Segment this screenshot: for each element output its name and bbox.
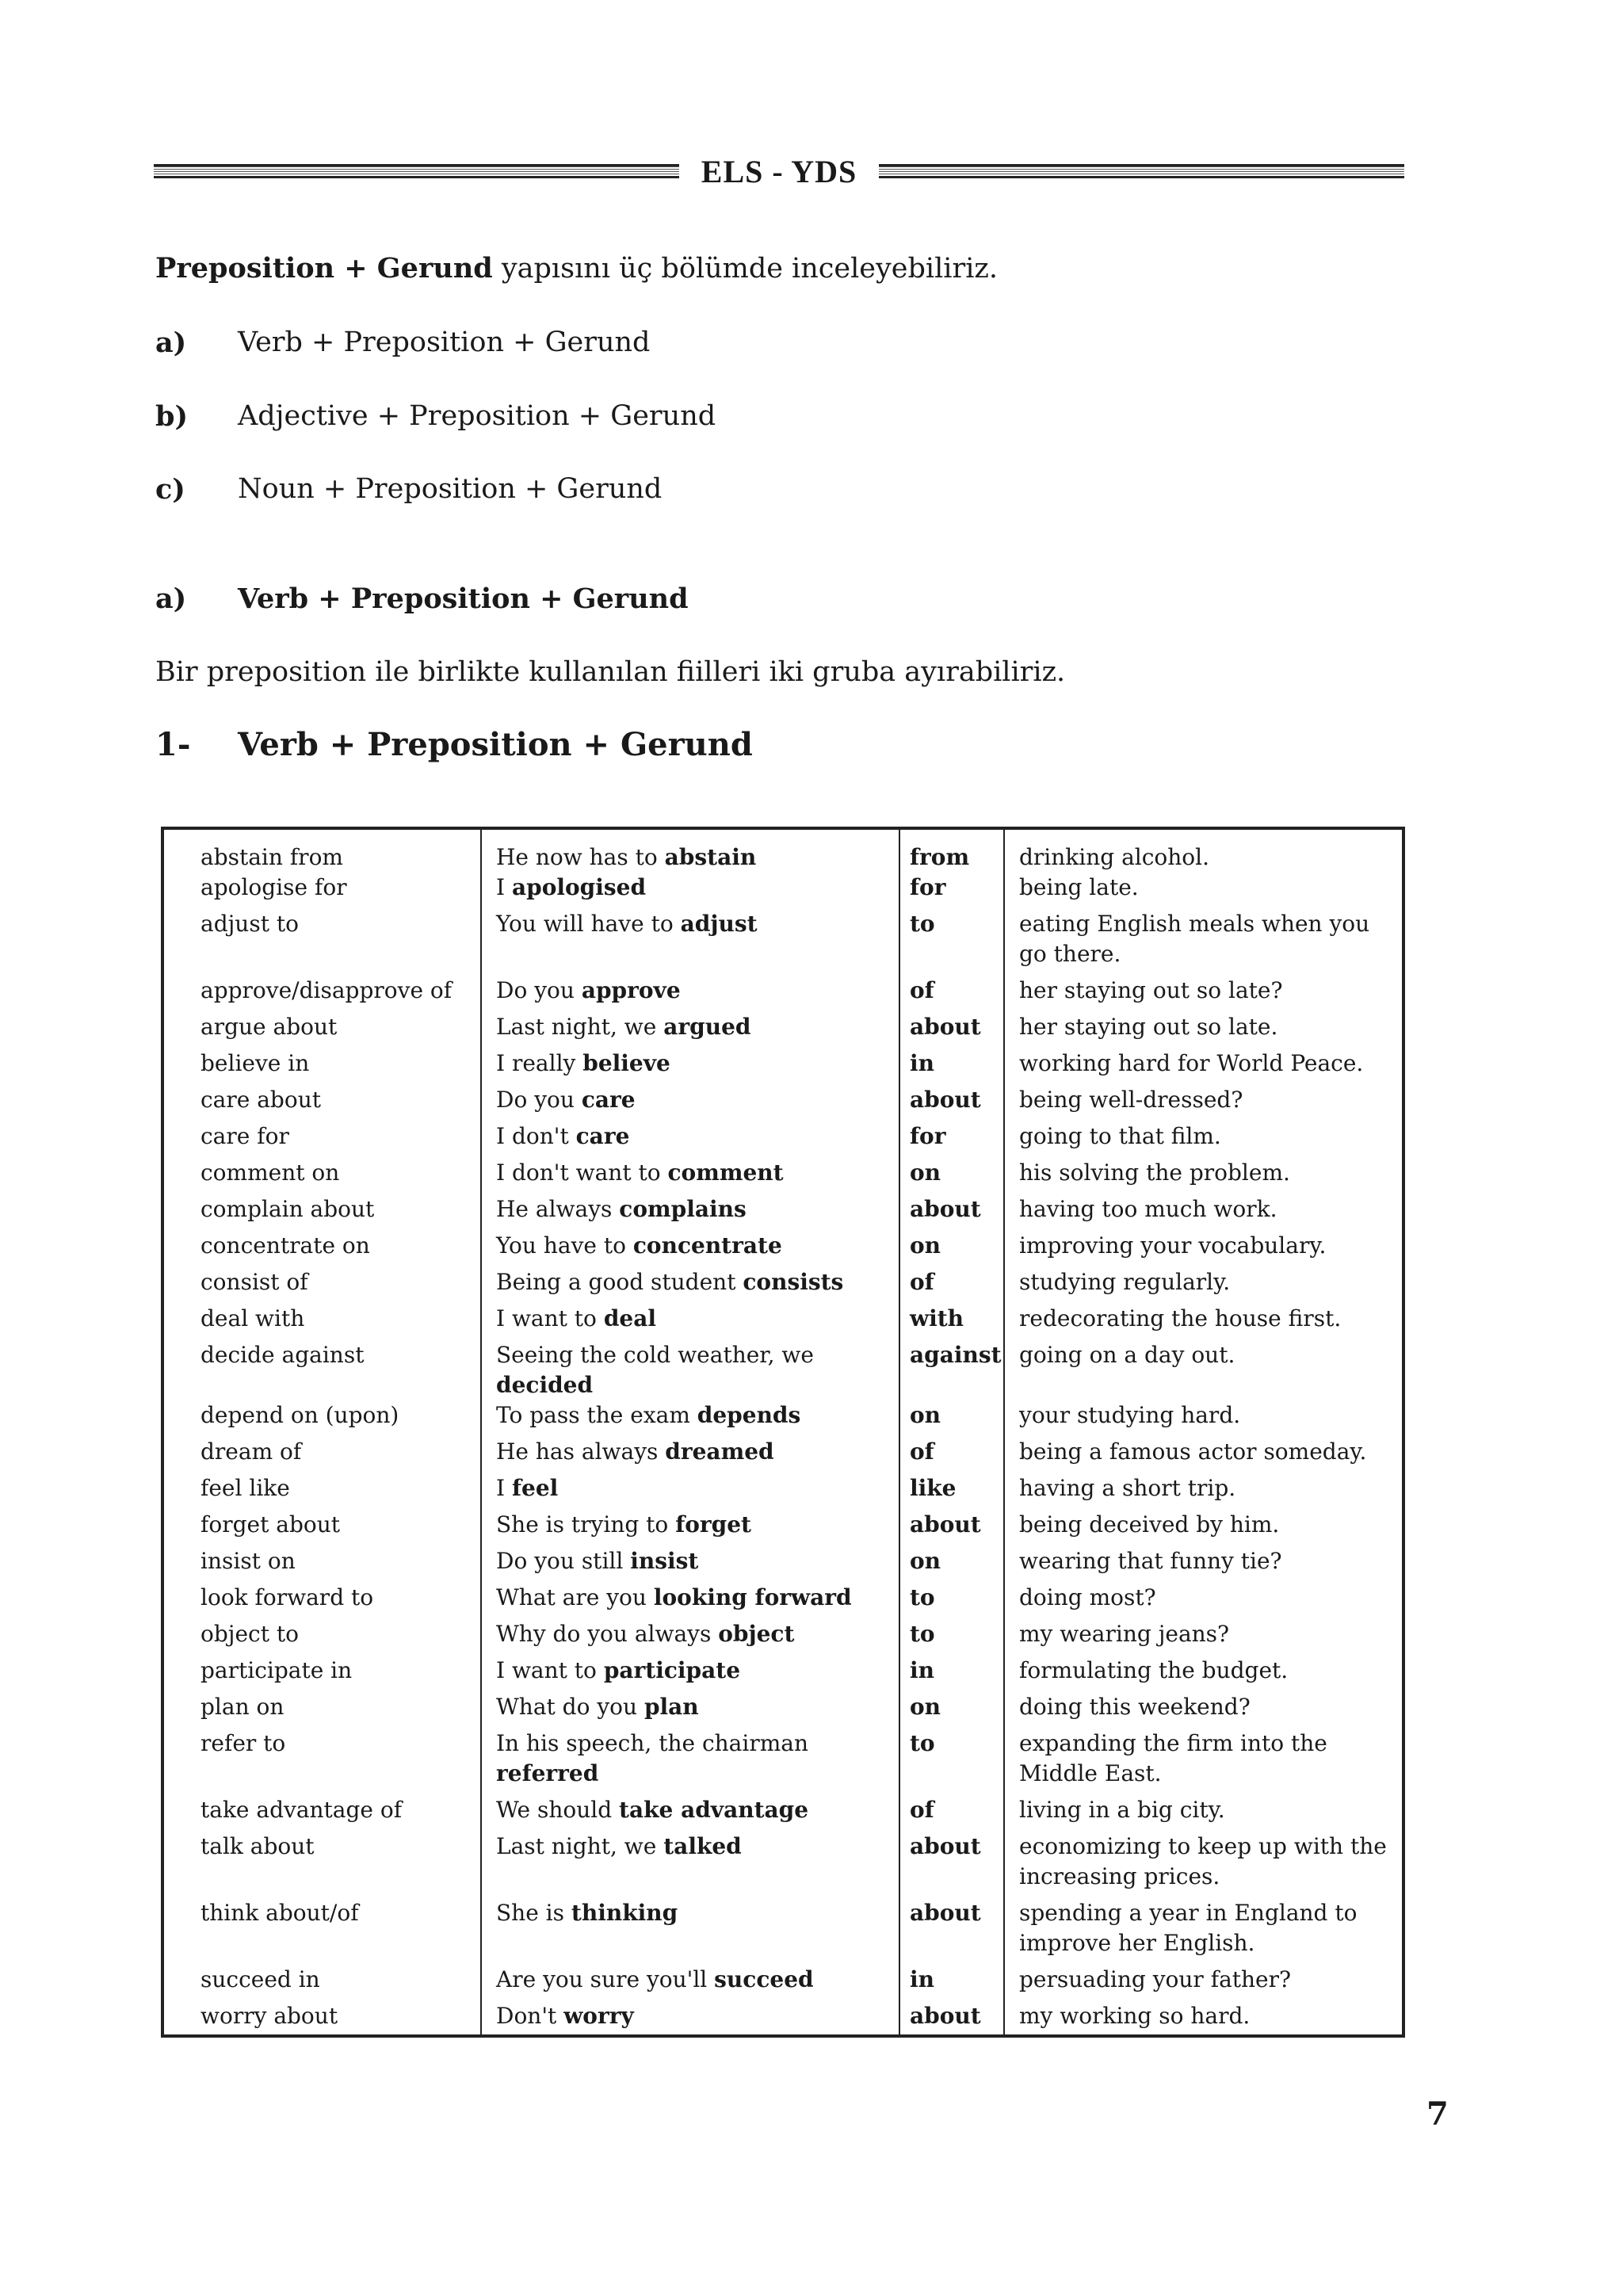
completion-cell: being well-dressed? — [1004, 1085, 1402, 1121]
example-pre: She is — [496, 1900, 571, 1926]
example-cell — [481, 1437, 899, 1473]
preposition-cell: about — [899, 1898, 1004, 1965]
example-verb: care — [581, 1087, 636, 1113]
example-verb: complains — [619, 1196, 747, 1222]
example-pre: I want to — [496, 1305, 604, 1331]
list-item — [155, 400, 716, 433]
completion-cell: eating English meals when you go there. — [1004, 909, 1402, 976]
example-verb: succeed — [714, 1966, 814, 1992]
completion-cell: going to that film. — [1004, 1121, 1402, 1158]
table-row — [164, 1729, 1402, 1795]
completion-cell: his solving the problem. — [1004, 1158, 1402, 1194]
table-row — [164, 1965, 1402, 2001]
completion-cell: wearing that funny tie? — [1004, 1546, 1402, 1583]
table-row — [164, 1194, 1402, 1231]
completion-cell: having a short trip. — [1004, 1473, 1402, 1510]
table-row — [164, 2001, 1402, 2038]
list-item — [155, 473, 662, 506]
verb-cell: forget about — [200, 1511, 341, 1538]
completion-cell: persuading your father? — [1004, 1965, 1402, 2001]
completion-cell: economizing to keep up with the increasing prices. — [1004, 1832, 1402, 1898]
table-row — [164, 1898, 1402, 1965]
example-pre: Don't — [496, 2003, 564, 2029]
completion-cell: redecorating the house first. — [1004, 1304, 1402, 1340]
example-pre: You will have to — [496, 911, 681, 937]
example-pre: Do you — [496, 1087, 582, 1113]
example-pre: He now has to — [496, 844, 665, 870]
verb-cell: decide against — [200, 1342, 365, 1368]
completion-cell: spending a year in England to improve her English. — [1004, 1898, 1402, 1965]
table-row — [164, 1231, 1402, 1267]
intro-bold: Preposition + Gerund — [155, 252, 493, 285]
table — [164, 830, 1402, 2038]
example-pre: Being a good student — [496, 1269, 743, 1295]
subsection-heading — [155, 583, 689, 615]
example-verb: concentrate — [632, 1232, 782, 1259]
verb-cell: think about/of — [200, 1900, 359, 1926]
table-row — [164, 909, 1402, 976]
example-cell — [481, 1231, 899, 1267]
example-verb: referred — [496, 1760, 599, 1786]
preposition-cell: in — [899, 1049, 1004, 1085]
preposition-cell: about — [899, 1194, 1004, 1231]
preposition-cell: in — [899, 1656, 1004, 1692]
section-title: Verb + Preposition + Gerund — [238, 726, 753, 763]
completion-cell: being late. — [1004, 873, 1402, 909]
example-cell — [481, 1340, 899, 1400]
table-row — [164, 1692, 1402, 1729]
verb-cell: abstain from — [200, 844, 343, 870]
list-text: Verb + Preposition + Gerund — [238, 327, 651, 358]
example-verb: depends — [697, 1402, 801, 1428]
completion-cell: being a famous actor someday. — [1004, 1437, 1402, 1473]
subsection-title: Verb + Preposition + Gerund — [238, 583, 689, 615]
preposition-cell: from — [899, 830, 1004, 873]
preposition-cell: on — [899, 1546, 1004, 1583]
completion-cell: being deceived by him. — [1004, 1510, 1402, 1546]
verb-cell: comment on — [200, 1159, 340, 1186]
example-cell — [481, 1510, 899, 1546]
verb-cell: apologise for — [200, 874, 347, 900]
completion-cell: her staying out so late? — [1004, 976, 1402, 1012]
example-cell — [481, 1304, 899, 1340]
preposition-cell: of — [899, 976, 1004, 1012]
table-row — [164, 1158, 1402, 1194]
example-verb: believe — [582, 1050, 670, 1076]
preposition-cell: to — [899, 1729, 1004, 1795]
page-number: 7 — [1426, 2095, 1449, 2133]
list-item — [155, 327, 650, 359]
completion-cell: working hard for World Peace. — [1004, 1049, 1402, 1085]
verb-cell: believe in — [200, 1050, 310, 1076]
completion-cell: doing most? — [1004, 1583, 1402, 1619]
completion-cell: living in a big city. — [1004, 1795, 1402, 1832]
preposition-cell: to — [899, 909, 1004, 976]
table-row — [164, 1795, 1402, 1832]
example-verb: dreamed — [665, 1438, 774, 1465]
preposition-cell: about — [899, 2001, 1004, 2038]
table-row — [164, 1832, 1402, 1898]
example-pre: I really — [496, 1050, 583, 1076]
preposition-cell: on — [899, 1158, 1004, 1194]
example-pre: She is trying to — [496, 1511, 676, 1538]
verb-cell: argue about — [200, 1014, 338, 1040]
table-row — [164, 830, 1402, 873]
verb-cell: complain about — [200, 1196, 375, 1222]
example-verb: approve — [581, 977, 681, 1003]
example-verb: apologised — [511, 874, 647, 900]
preposition-cell: of — [899, 1795, 1004, 1832]
verb-cell: adjust to — [200, 911, 299, 937]
example-verb: talked — [663, 1833, 742, 1859]
intro-paragraph — [155, 252, 998, 285]
example-pre: What are you — [496, 1584, 654, 1610]
example-cell — [481, 1546, 899, 1583]
verb-cell: insist on — [200, 1548, 296, 1574]
completion-cell: having too much work. — [1004, 1194, 1402, 1231]
completion-cell: her staying out so late. — [1004, 1012, 1402, 1049]
example-verb: argued — [663, 1014, 751, 1040]
example-pre: Last night, we — [496, 1833, 664, 1859]
verb-cell: participate in — [200, 1657, 353, 1683]
verb-cell: concentrate on — [200, 1232, 370, 1259]
example-verb: abstain — [664, 844, 757, 870]
example-verb: forget — [675, 1511, 751, 1538]
example-cell — [481, 909, 899, 976]
example-cell — [481, 1795, 899, 1832]
verb-cell: look forward to — [200, 1584, 374, 1610]
completion-cell: your studying hard. — [1004, 1400, 1402, 1437]
verb-preposition-table — [161, 827, 1405, 2038]
example-cell — [481, 1729, 899, 1795]
example-pre: Do you — [496, 977, 582, 1003]
preposition-cell: about — [899, 1085, 1004, 1121]
example-cell — [481, 1049, 899, 1085]
example-pre: What do you — [496, 1694, 644, 1720]
completion-cell: improving your vocabulary. — [1004, 1231, 1402, 1267]
preposition-cell: of — [899, 1437, 1004, 1473]
table-row — [164, 1400, 1402, 1437]
preposition-cell: about — [899, 1012, 1004, 1049]
example-cell — [481, 976, 899, 1012]
preposition-cell: about — [899, 1510, 1004, 1546]
table-row — [164, 1049, 1402, 1085]
list-letter: b) — [155, 400, 189, 433]
example-verb: looking forward — [653, 1584, 852, 1610]
completion-cell: drinking alcohol. — [1004, 830, 1402, 873]
header-rule-right — [879, 164, 1404, 178]
completion-cell: my wearing jeans? — [1004, 1619, 1402, 1656]
preposition-cell: against — [899, 1340, 1004, 1400]
example-cell — [481, 1085, 899, 1121]
example-verb: consists — [743, 1269, 844, 1295]
example-pre: Last night, we — [496, 1014, 664, 1040]
verb-cell: succeed in — [200, 1966, 320, 1992]
table-row — [164, 1473, 1402, 1510]
example-cell — [481, 1619, 899, 1656]
preposition-cell: about — [899, 1832, 1004, 1898]
preposition-cell: for — [899, 1121, 1004, 1158]
example-cell — [481, 1965, 899, 2001]
example-verb: deal — [603, 1305, 656, 1331]
example-verb: participate — [603, 1657, 741, 1683]
header-title: ELS - YDS — [701, 153, 857, 189]
example-verb: take advantage — [619, 1797, 809, 1823]
example-cell — [481, 830, 899, 873]
table-row — [164, 976, 1402, 1012]
example-pre: We should — [496, 1797, 620, 1823]
verb-cell: dream of — [200, 1438, 302, 1465]
verb-cell: worry about — [200, 2003, 338, 2029]
preposition-cell: in — [899, 1965, 1004, 2001]
table-row — [164, 1085, 1402, 1121]
example-cell — [481, 1473, 899, 1510]
list-letter: a) — [155, 327, 187, 359]
example-cell — [481, 873, 899, 909]
verb-cell: consist of — [200, 1269, 308, 1295]
example-cell — [481, 1400, 899, 1437]
table-row — [164, 1304, 1402, 1340]
example-pre: I don't want to — [496, 1159, 668, 1186]
example-verb: care — [575, 1123, 630, 1149]
subsection-letter: a) — [155, 583, 187, 615]
list-letter: c) — [155, 473, 185, 506]
preposition-cell: to — [899, 1619, 1004, 1656]
preposition-cell: to — [899, 1583, 1004, 1619]
completion-cell: expanding the firm into the Middle East. — [1004, 1729, 1402, 1795]
table-row — [164, 873, 1402, 909]
example-pre: He has always — [496, 1438, 666, 1465]
example-cell — [481, 1158, 899, 1194]
example-pre: Why do you always — [496, 1621, 719, 1647]
example-pre: Do you still — [496, 1548, 631, 1574]
example-pre: I want to — [496, 1657, 604, 1683]
header-rule-left — [154, 164, 679, 178]
section-heading — [155, 726, 753, 763]
verb-cell: deal with — [200, 1305, 305, 1331]
example-pre: I don't — [496, 1123, 576, 1149]
example-cell — [481, 1898, 899, 1965]
verb-cell: talk about — [200, 1833, 315, 1859]
example-verb: plan — [643, 1694, 699, 1720]
verb-cell: take advantage of — [200, 1797, 403, 1823]
preposition-cell: on — [899, 1400, 1004, 1437]
table-row — [164, 1437, 1402, 1473]
completion-cell: studying regularly. — [1004, 1267, 1402, 1304]
table-row — [164, 1267, 1402, 1304]
example-verb: worry — [563, 2003, 634, 2029]
example-pre: He always — [496, 1196, 620, 1222]
example-pre: I — [496, 1475, 512, 1501]
table-row — [164, 1340, 1402, 1400]
verb-cell: refer to — [200, 1730, 286, 1756]
table-row — [164, 1510, 1402, 1546]
verb-cell: depend on (upon) — [200, 1402, 399, 1428]
example-pre: To pass the exam — [496, 1402, 697, 1428]
example-cell — [481, 1583, 899, 1619]
preposition-cell: with — [899, 1304, 1004, 1340]
page-header — [154, 152, 1404, 190]
table-row — [164, 1656, 1402, 1692]
group-paragraph: Bir preposition ile birlikte kullanılan fiilleri iki gruba ayırabiliriz. — [155, 656, 1066, 688]
example-cell — [481, 1012, 899, 1049]
example-pre: I — [496, 874, 512, 900]
completion-cell: formulating the budget. — [1004, 1656, 1402, 1692]
preposition-cell: on — [899, 1692, 1004, 1729]
verb-cell: approve/disapprove of — [200, 977, 453, 1003]
example-cell — [481, 1656, 899, 1692]
example-cell — [481, 1194, 899, 1231]
example-cell — [481, 1832, 899, 1898]
verb-cell: care for — [200, 1123, 289, 1149]
example-pre: In his speech, the chairman — [496, 1730, 808, 1756]
example-cell — [481, 1692, 899, 1729]
example-verb: decided — [496, 1372, 594, 1398]
example-pre: Are you sure you'll — [496, 1966, 715, 1992]
preposition-cell: like — [899, 1473, 1004, 1510]
example-pre: Seeing the cold weather, we — [496, 1342, 814, 1368]
example-verb: comment — [667, 1159, 784, 1186]
example-verb: object — [718, 1621, 795, 1647]
intro-rest: yapısını üç bölümde inceleyebiliriz. — [492, 253, 998, 285]
example-verb: thinking — [571, 1900, 678, 1926]
table-row — [164, 1619, 1402, 1656]
table-row — [164, 1546, 1402, 1583]
example-cell — [481, 2001, 899, 2038]
list-text: Adjective + Preposition + Gerund — [238, 400, 716, 432]
completion-cell: my working so hard. — [1004, 2001, 1402, 2038]
table-row — [164, 1012, 1402, 1049]
list-text: Noun + Preposition + Gerund — [238, 473, 663, 505]
example-pre: You have to — [496, 1232, 633, 1259]
verb-cell: plan on — [200, 1694, 285, 1720]
example-verb: insist — [630, 1548, 699, 1574]
table-row — [164, 1583, 1402, 1619]
section-number: 1- — [155, 726, 191, 763]
preposition-cell: for — [899, 873, 1004, 909]
preposition-cell: on — [899, 1231, 1004, 1267]
table-row — [164, 1121, 1402, 1158]
example-verb: feel — [511, 1475, 559, 1501]
example-verb: adjust — [680, 911, 758, 937]
preposition-cell: of — [899, 1267, 1004, 1304]
completion-cell: going on a day out. — [1004, 1340, 1402, 1400]
verb-cell: object to — [200, 1621, 299, 1647]
example-cell — [481, 1121, 899, 1158]
verb-cell: feel like — [200, 1475, 290, 1501]
example-cell — [481, 1267, 899, 1304]
completion-cell: doing this weekend? — [1004, 1692, 1402, 1729]
verb-cell: care about — [200, 1087, 321, 1113]
